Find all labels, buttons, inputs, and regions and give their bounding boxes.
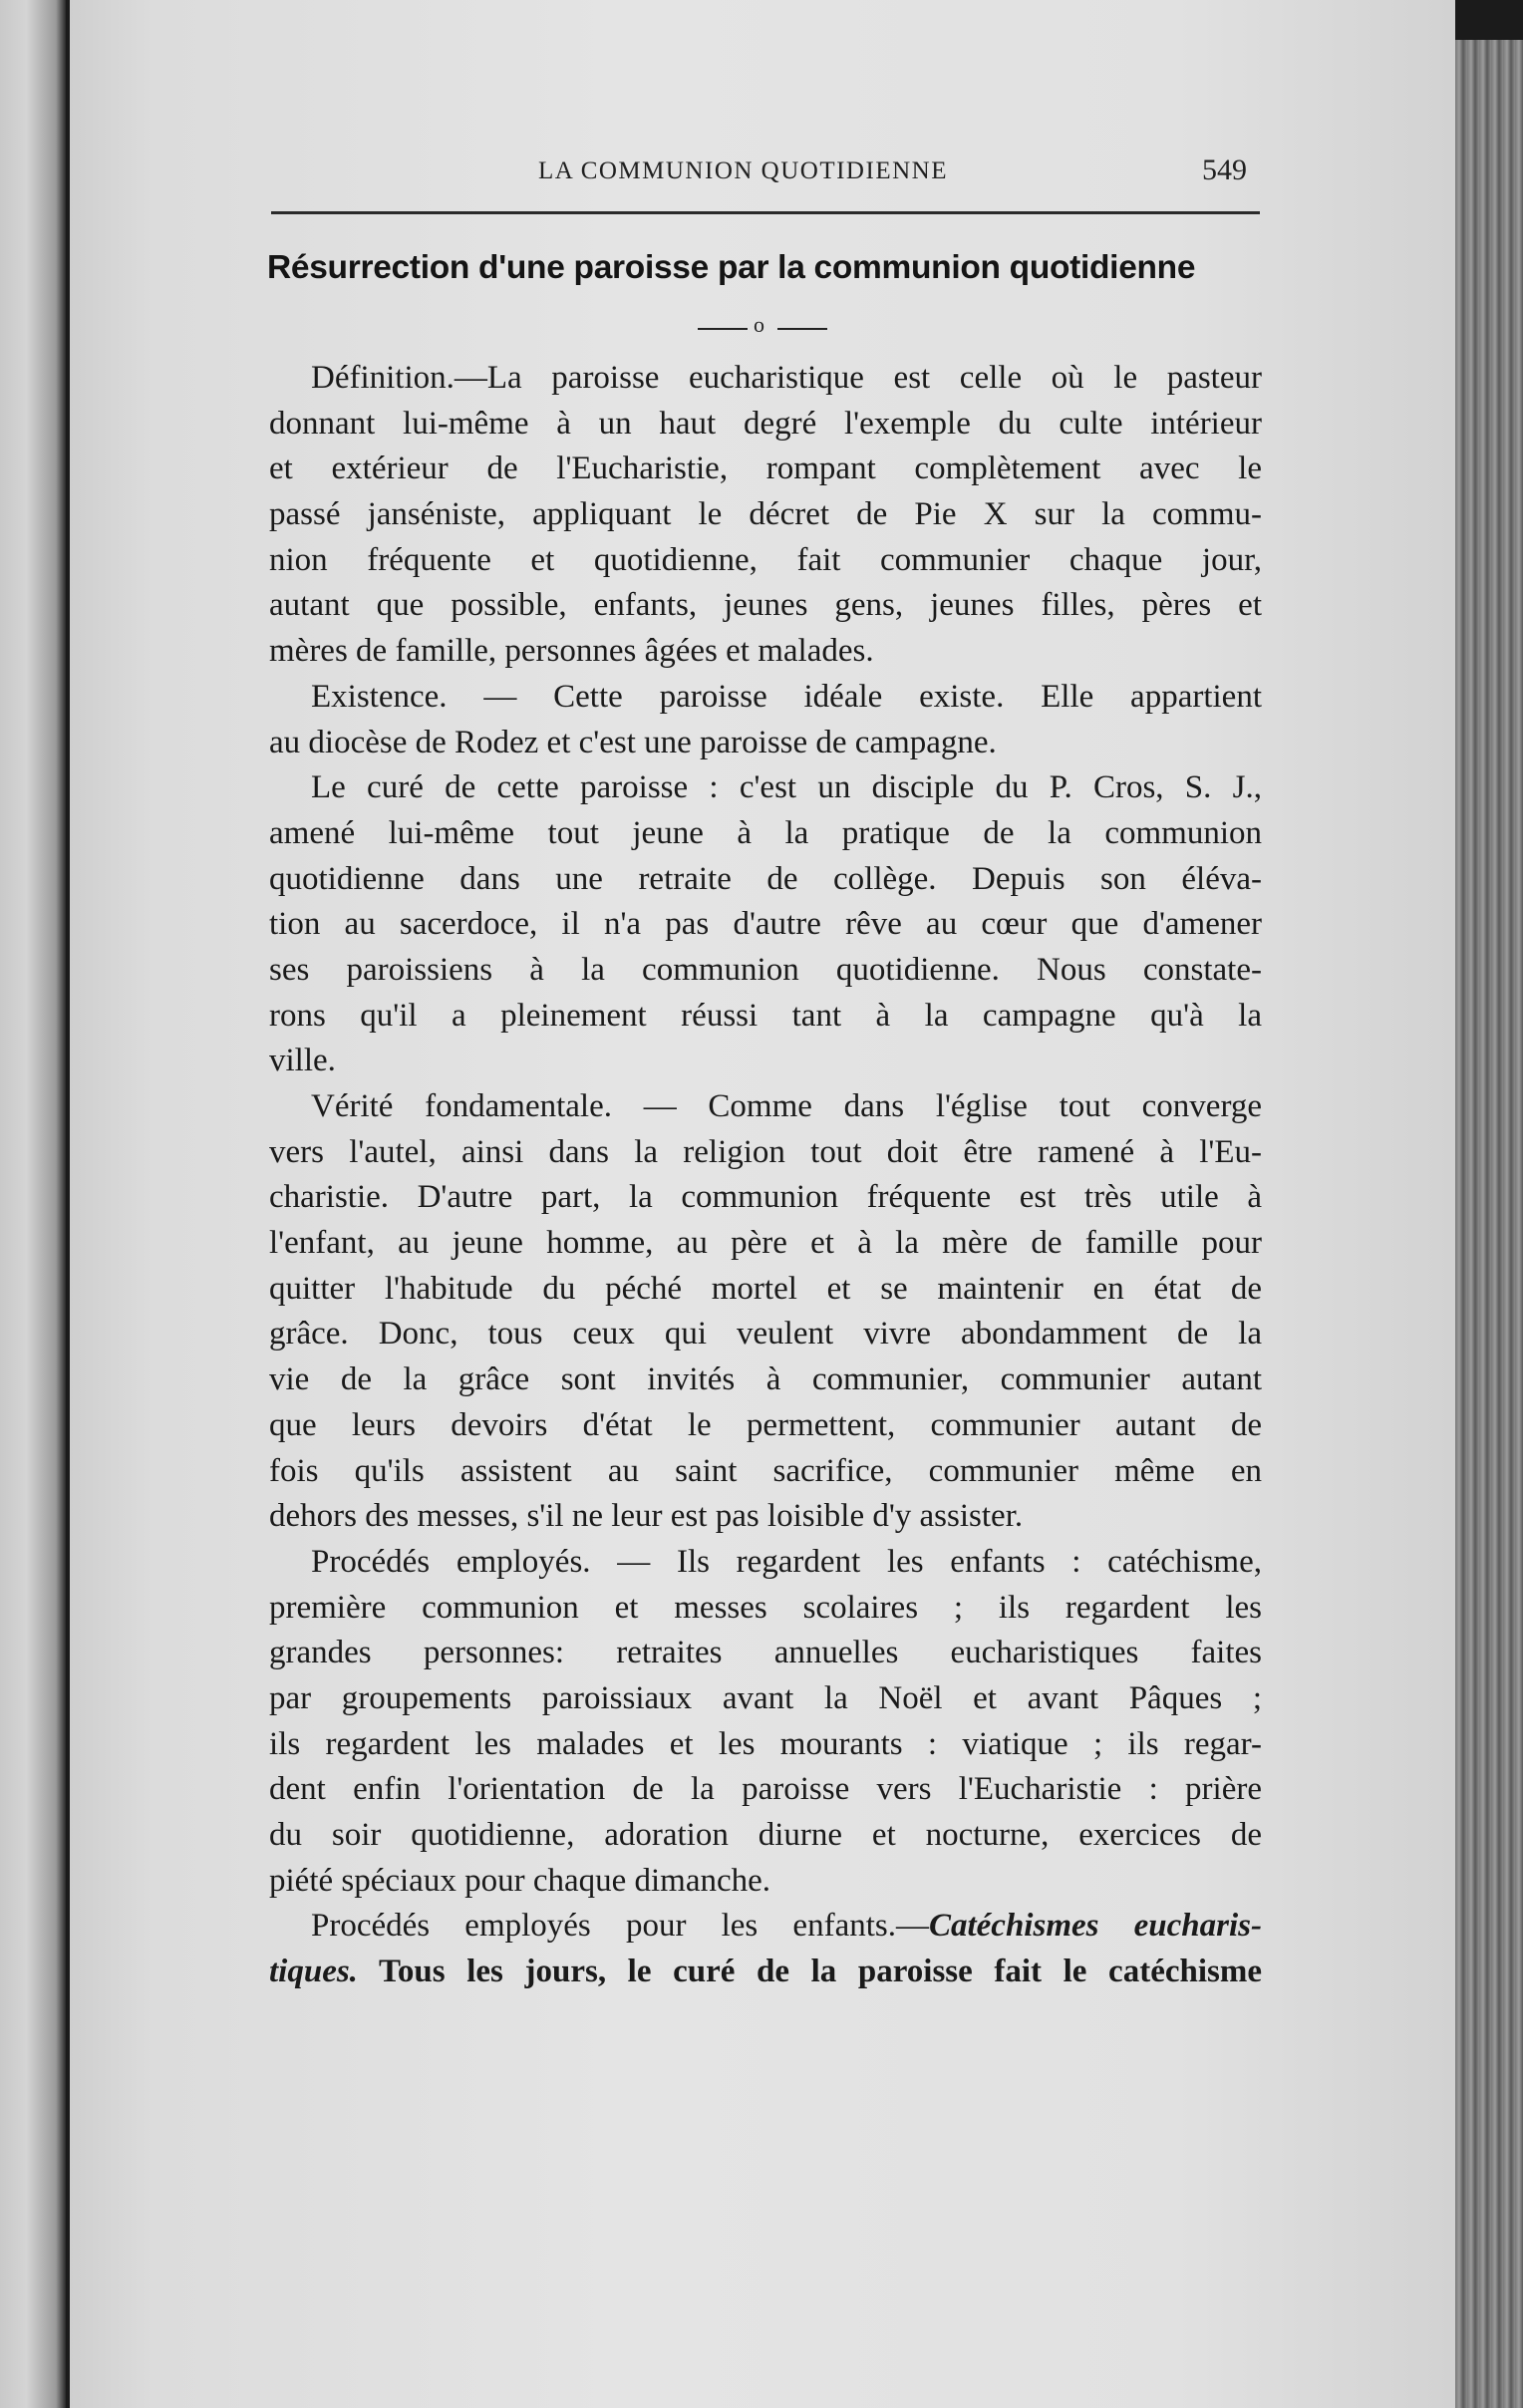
text-line: quitter l'habitude du péché mortel et se maintenir en état de (269, 1270, 1262, 1307)
text-line: rons qu'il a pleinement réussi tant à la campagne qu'à la (269, 997, 1262, 1034)
text-line: Existence. — Cette paroisse idéale existe. Elle appartient (311, 678, 1262, 715)
text-line: dent enfin l'orientation de la paroisse vers l'Eucharistie : prière (269, 1771, 1262, 1808)
text-line: première communion et messes scolaires ; ils regardent les (269, 1589, 1262, 1626)
text-line: Définition.—La paroisse eucharistique est celle où le pasteur (311, 360, 1262, 396)
text-line: nion fréquente et quotidienne, fait communier chaque jour, (269, 541, 1262, 578)
text-line: ville. (269, 1043, 336, 1079)
running-header (0, 153, 1523, 197)
text-segment: Procédés employés pour les enfants.— (311, 1908, 929, 1945)
text-line: Le curé de cette paroisse : c'est un disciple du P. Cros, S. J., (311, 769, 1262, 806)
italic-phrase: Catéchismes eucharis- (928, 1908, 1262, 1945)
text-line: vers l'autel, ainsi dans la religion tout doit être ramené à l'Eu- (269, 1133, 1262, 1170)
text-line: que leurs devoirs d'état le permettent, communier autant de (269, 1406, 1262, 1443)
page-number: 549 (1202, 153, 1247, 186)
page-stack-edge (1455, 40, 1523, 2408)
text-line: Procédés employés. — Ils regardent les enfants : catéchisme, (311, 1543, 1262, 1580)
header-rule (271, 211, 1260, 214)
text-line-mixed (269, 1950, 1262, 1995)
text-line: autant que possible, enfants, jeunes gens, jeunes filles, pères et (269, 587, 1262, 624)
divider-mark: o (754, 312, 764, 337)
text-line: par groupements paroissiaux avant la Noël et avant Pâques ; (269, 1679, 1262, 1716)
text-line: quotidienne dans une retraite de collège. Depuis son éléva- (269, 860, 1262, 897)
text-line: l'enfant, au jeune homme, au père et à la mère de famille pour (269, 1225, 1262, 1262)
text-line: charistie. D'autre part, la communion fréquente est très utile à (269, 1179, 1262, 1216)
text-segment: Tous les jours, le curé de la paroisse fait le catéchisme (357, 1954, 1262, 1990)
text-line: grâce. Donc, tous ceux qui veulent vivre abondamment de la (269, 1316, 1262, 1353)
title-divider (698, 312, 827, 342)
running-title: LA COMMUNION QUOTIDIENNE (538, 157, 948, 184)
text-line: fois qu'ils assistent au saint sacrifice, communier même en (269, 1452, 1262, 1489)
text-line: donnant lui-même à un haut degré l'exemple du culte intérieur (269, 405, 1262, 442)
text-line: ses paroissiens à la communion quotidienne. Nous constate- (269, 951, 1262, 988)
text-line: passé janséniste, appliquant le décret de Pie X sur la commu- (269, 496, 1262, 533)
divider-line-left (698, 328, 748, 330)
italic-phrase: tiques. (269, 1954, 358, 1990)
text-line: Vérité fondamentale. — Comme dans l'église tout converge (311, 1088, 1262, 1124)
text-line: mères de famille, personnes âgées et malades. (269, 633, 874, 670)
text-line: amené lui-même tout jeune à la pratique de la communion (269, 814, 1262, 851)
text-line: et extérieur de l'Eucharistie, rompant complètement avec le (269, 451, 1262, 487)
body-text (269, 356, 1262, 1995)
text-line: grandes personnes: retraites annuelles eucharistiques faites (269, 1635, 1262, 1671)
text-line: du soir quotidienne, adoration diurne et nocturne, exercices de (269, 1817, 1262, 1853)
text-line: ils regardent les malades et les mourants : viatique ; ils regar- (269, 1725, 1262, 1762)
text-line: dehors des messes, s'il ne leur est pas loisible d'y assister. (269, 1498, 1024, 1535)
divider-line-right (777, 328, 827, 330)
section-title: Résurrection d'une paroisse par la communion quotidienne (267, 249, 1196, 286)
left-page-edge (0, 0, 66, 2408)
text-line: tion au sacerdoce, il n'a pas d'autre rêve au cœur que d'amener (269, 906, 1262, 943)
text-line-mixed (269, 1904, 1262, 1950)
text-line: vie de la grâce sont invités à communier, communier autant (269, 1361, 1262, 1398)
text-line: piété spéciaux pour chaque dimanche. (269, 1862, 771, 1899)
text-line: au diocèse de Rodez et c'est une paroisse de campagne. (269, 724, 997, 760)
